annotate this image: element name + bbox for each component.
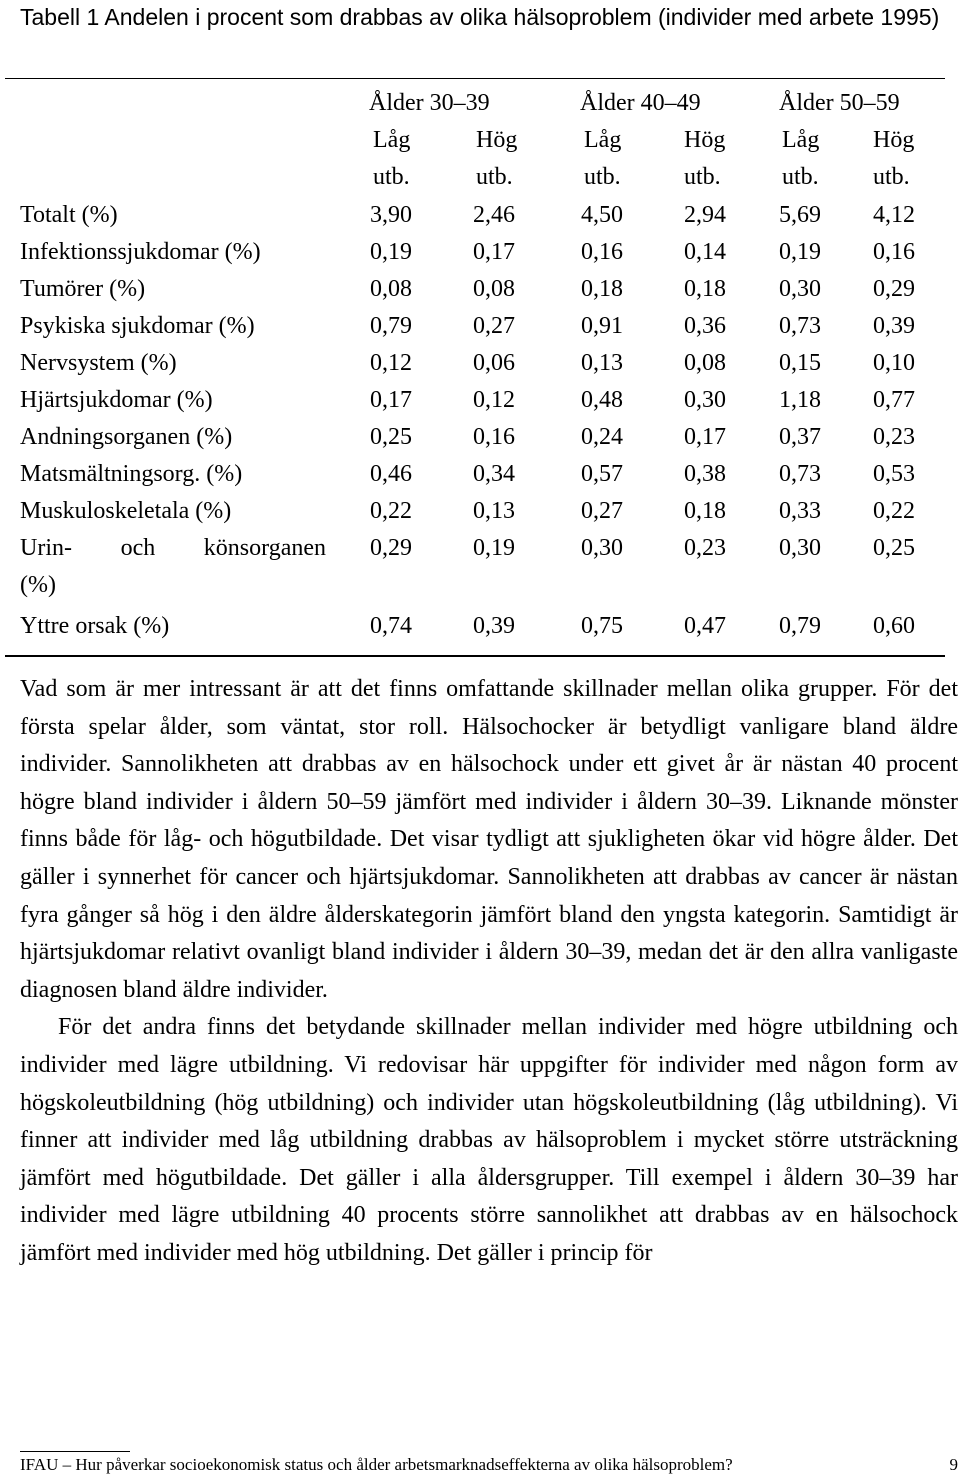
table-cell: 0,74 [370,613,412,639]
row-label: Matsmältningsorg. (%) [20,461,243,487]
table-cell: 0,13 [473,498,515,524]
table-cell: 2,94 [684,202,726,228]
table-cell: 0,19 [779,239,821,265]
body-text [20,671,958,1273]
table-cell: 0,13 [581,350,623,376]
education-header: utb. [782,164,819,190]
table-cell: 0,29 [370,535,412,561]
table-cell: 2,46 [473,202,515,228]
education-header: Låg [584,127,622,153]
table-cell: 0,18 [684,276,726,302]
education-header: Hög [476,127,518,153]
table-cell: 0,14 [684,239,726,265]
row-label: (%) [20,572,56,598]
table-cell: 0,53 [873,461,915,487]
table-cell: 1,18 [779,387,821,413]
table-cell: 0,17 [684,424,726,450]
row-label: Andningsorganen (%) [20,424,233,450]
table-cell: 0,25 [370,424,412,450]
row-label: Tumörer (%) [20,276,146,302]
table-cell: 0,75 [581,613,623,639]
table-cell: 0,73 [779,313,821,339]
row-label: Hjärtsjukdomar (%) [20,387,213,413]
table-cell: 4,50 [581,202,623,228]
table-cell: 0,25 [873,535,915,561]
table-cell: 0,39 [473,613,515,639]
table-cell: 0,79 [779,613,821,639]
table-cell: 0,27 [473,313,515,339]
table-cell: 0,30 [684,387,726,413]
row-label: Urin- och könsorganen [20,535,326,561]
table-cell: 0,19 [473,535,515,561]
education-header: Hög [684,127,726,153]
table-cell: 0,77 [873,387,915,413]
education-header: utb. [373,164,410,190]
table-cell: 0,15 [779,350,821,376]
table-cell: 0,34 [473,461,515,487]
table-cell: 0,19 [370,239,412,265]
table-cell: 0,22 [370,498,412,524]
age-group-header: Ålder 30–39 [369,90,490,116]
table-cell: 0,38 [684,461,726,487]
table-cell: 4,12 [873,202,915,228]
table-cell: 0,60 [873,613,915,639]
footer-rule [20,1451,130,1452]
education-header: utb. [684,164,721,190]
education-header: Låg [782,127,820,153]
page-number: 9 [949,1455,958,1474]
table-cell: 0,79 [370,313,412,339]
table-cell: 0,16 [581,239,623,265]
table-cell: 0,57 [581,461,623,487]
table-cell: 0,18 [684,498,726,524]
education-header: utb. [584,164,621,190]
table-cell: 5,69 [779,202,821,228]
table-bottom-rule [5,655,945,657]
table-cell: 0,73 [779,461,821,487]
table-cell: 0,30 [779,535,821,561]
table-cell: 0,91 [581,313,623,339]
table-cell: 0,17 [370,387,412,413]
table-cell: 0,29 [873,276,915,302]
table-cell: 0,48 [581,387,623,413]
row-label: Muskuloskeletala (%) [20,498,232,524]
table-cell: 0,39 [873,313,915,339]
page-footer [20,1453,960,1477]
paragraph: Vad som är mer intressant är att det finns omfattande skillnader mellan olika grupper. För det första spelar ålder, som väntat, stor roll. Hälsochocker är betydligt vanligare bland äldre individer. Sannolikheten att drabbas av en hälsochock under ett givet år är nästan 40 procent högre bland individer i åldern 50–59 jämfört med individer i åldern 30–39. Liknande mönster finns både för låg- och högutbildade. Det visar tydligt att sjukligheten ökar vid högre ålder. Det gäller i synnerhet för cancer och hjärtsjukdomar. Sannolikheten att drabbas av cancer är nästan fyra gånger så hög i den äldre ålderskategorin jämfört bland den yngsta kategorin. Samtidigt är hjärtsjukdomar relativt ovanligt bland individer i åldern 30–39, medan det är den allra vanligaste diagnosen bland äldre individer. [20,676,958,1003]
row-label: Infektionssjukdomar (%) [20,239,261,265]
education-header: utb. [873,164,910,190]
row-label: Yttre orsak (%) [20,613,170,639]
education-header: Hög [873,127,915,153]
table-caption: Tabell 1 Andelen i procent som drabbas av olika hälsoproblem (individer med arbete 1995) [20,4,940,30]
table-cell: 0,08 [684,350,726,376]
table-cell: 0,12 [370,350,412,376]
table-cell: 0,30 [779,276,821,302]
table-cell: 0,22 [873,498,915,524]
table-cell: 0,17 [473,239,515,265]
table-cell: 0,16 [473,424,515,450]
row-label: Totalt (%) [20,202,118,228]
row-label: Psykiska sjukdomar (%) [20,313,255,339]
table-cell: 0,08 [370,276,412,302]
table-cell: 0,24 [581,424,623,450]
age-group-header: Ålder 40–49 [580,90,701,116]
table-cell: 0,37 [779,424,821,450]
table-cell: 0,46 [370,461,412,487]
table-cell: 0,36 [684,313,726,339]
education-header: Låg [373,127,411,153]
paragraph: För det andra finns det betydande skillnader mellan individer med högre utbildning och individer med lägre utbildning. Vi redovisar här uppgifter för individer med någon form av högskoleutbildning (hög utbildning) och individer utan högskoleutbildning (låg utbildning). Vi finner att individer med låg utbildning drabbas av hälsoproblem i mycket större utsträckning jämfört med högutbildade. Det gäller i alla åldersgrupper. Till exempel i åldern 30–39 har individer med lägre utbildning 40 procents större sannolikhet att drabbas av en hälsochock jämfört med individer med hög utbildning. Det gäller i princip för [20,1014,958,1266]
table-cell: 0,16 [873,239,915,265]
health-table [0,0,960,660]
table-cell: 3,90 [370,202,412,228]
education-header: utb. [476,164,513,190]
table-cell: 0,23 [873,424,915,450]
age-group-header: Ålder 50–59 [779,90,900,116]
table-cell: 0,27 [581,498,623,524]
table-cell: 0,08 [473,276,515,302]
footer-text: IFAU – Hur påverkar socioekonomisk status och ålder arbetsmarknadseffekterna av olika hälsoproblem? [20,1455,733,1474]
table-cell: 0,18 [581,276,623,302]
table-cell: 0,30 [581,535,623,561]
table-cell: 0,10 [873,350,915,376]
row-label: Nervsystem (%) [20,350,177,376]
table-cell: 0,33 [779,498,821,524]
table-cell: 0,47 [684,613,726,639]
table-cell: 0,06 [473,350,515,376]
table-cell: 0,23 [684,535,726,561]
table-cell: 0,12 [473,387,515,413]
